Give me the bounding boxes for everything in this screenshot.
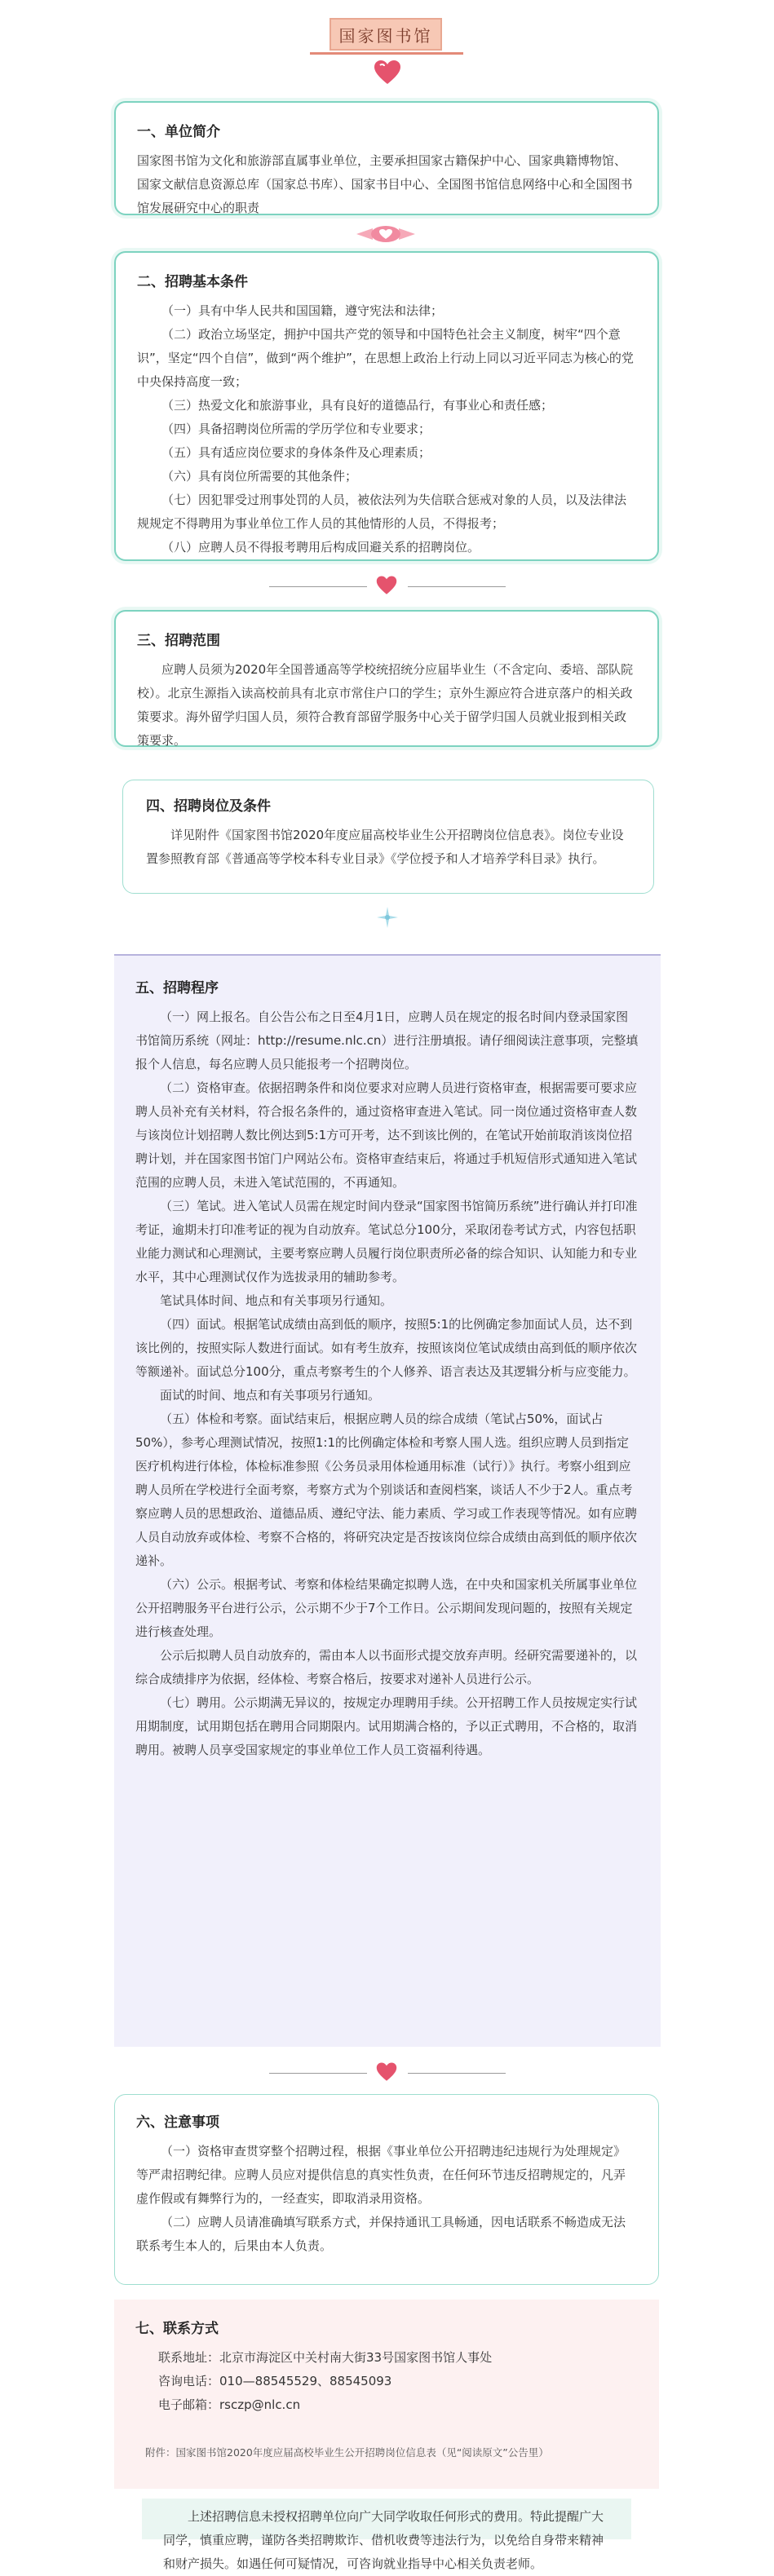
section-title: 三、招聘范围 [137,633,220,649]
phone-label: 咨询电话： [158,2374,220,2388]
paragraph: （五）体检和考察。面试结束后，根据应聘人员的综合成绩（笔试占50%，面试占50%），参考心理测试情况，按照1:1的比例确定体检和考察人围人选。组织应聘人员到指定医疗机构进行体检，体检标准参照《公务员录用体检通用标准（试行）》执行。考察小组到应聘人员所在学校进行全面考察，考察方式为个别谈话和查阅档案，谈话人不少于2人。重点考察应聘人员的思想政治、道德品质、遵纪守法、能力素质、学习或工作表现等情况。如有应聘人员自动放弃或体检、考察不合格的，将研究决定是否按该岗位综合成绩由高到低的顺序依次递补。 [135,1412,638,1568]
section-procedure [114,954,661,2047]
address-label: 联系地址： [158,2350,220,2365]
section-title: 七、联系方式 [135,2321,219,2337]
paragraph: （三）热爱文化和旅游事业，具有良好的道德品行，有事业心和责任感； [161,398,554,413]
email-line [135,2393,638,2417]
divider [408,586,506,587]
section-title: 一、单位简介 [137,124,220,140]
paragraph: （七）聘用。公示期满无异议的，按规定办理聘用手续。公开招聘工作人员按规定实行试用期制度，试用期包括在聘用合同期限内。试用期满合格的，予以正式聘用，不合格的，取消聘用。被聘人员享受国家规定的事业单位工作人员工资福利待遇。 [135,1695,638,1757]
paragraph: （二）政治立场坚定，拥护中国共产党的领导和中国特色社会主义制度，树牢“四个意识”，坚定“四个自信”，做到“两个维护”，在思想上政治上行动上同以习近平同志为核心的党中央保持高度一致； [137,327,634,389]
reminder-box [142,2499,631,2571]
section-unit [114,101,659,215]
paragraph: （一）具有中华人民共和国国籍，遵守宪法和法律； [161,303,444,318]
paragraph: （二）资格审查。依据招聘条件和岗位要求对应聘人员进行资格审查，根据需要可要求应聘人员补充有关材料，符合报名条件的，通过资格审查进入笔试。同一岗位通过资格审查人数与该岗位计划招聘人数比例达到5:1方可开考，达不到该比例的，在笔试开始前取消该岗位招聘计划，并在国家图书馆门户网站公布。资格审查结束后，将通过手机短信形式通知进入笔试范围的应聘人员，未进入笔试范围的，不再通知。 [135,1080,638,1190]
section-title: 四、招聘岗位及条件 [146,798,271,815]
divider [408,2073,506,2074]
heart-icon [376,576,397,595]
paragraph: 面试的时间、地点和有关事项另行通知。 [160,1388,381,1403]
heart-icon [376,2062,397,2082]
paragraph: （八）应聘人员不得报考聘用后构成回避关系的招聘岗位。 [161,540,480,555]
email-value[interactable]: rsczp@nlc.cn [219,2397,301,2412]
paragraph: 笔试具体时间、地点和有关事项另行通知。 [160,1293,393,1308]
reminder-text: 上述招聘信息未授权招聘单位向广大同学收取任何形式的费用。特此提醒广大同学，慎重应聘，谨防各类招聘欺诈、借机收费等违法行为，以免给自身带来精神和财产损失。如遇任何可疑情况，可咨询就业指导中心相关负责老师。 [163,2509,604,2571]
paragraph: （六）具有岗位所需要的其他条件； [161,469,358,484]
section-basic-conditions [114,251,659,561]
paragraph: （四）面试。根据笔试成绩由高到低的顺序，按照5:1的比例确定参加面试人员，达不到该比例的，按照实际人数进行面试。如有考生放弃，按照该岗位笔试成绩由高到低的顺序依次等额递补。面试总分100分，重点考察考生的个人修养、语言表达及其逻辑分析与应变能力。 [135,1317,638,1379]
address-line [135,2346,638,2370]
page-title: 国家图书馆 [330,18,442,51]
section-contact [114,2300,659,2489]
ribbon-heart-icon [355,225,417,243]
paragraph: （二）应聘人员请准确填写联系方式，并保持通讯工具畅通，因电话联系不畅造成无法联系考生本人的，后果由本人负责。 [136,2215,626,2253]
paragraph: 国家图书馆为文化和旅游部直属事业单位，主要承担国家古籍保护中心、国家典籍博物馆、国家文献信息资源总库（国家总书库）、国家书目中心、全国图书馆信息网络中心和全国图书馆发展研究中心的职责 [137,153,633,215]
paragraph: （四）具备招聘岗位所需的学历学位和专业要求； [161,422,431,436]
divider [269,2073,367,2074]
paragraph: （六）公示。根据考试、考察和体检结果确定拟聘人选，在中央和国家机关所属事业单位公开招聘服务平台进行公示，公示期不少于7个工作日。公示期间发现问题的，按照有关规定进行核查处理。 [135,1577,638,1639]
email-label: 电子邮箱： [158,2397,220,2412]
paragraph: 应聘人员须为2020年全国普通高等学校统招统分应届毕业生（不含定向、委培、部队院校）。北京生源指入读高校前具有北京市常住户口的学生；京外生源应符合进京落户的相关政策要求。海外留学归国人员，须符合教育部留学服务中心关于留学归国人员就业报到相关政策要求。 [137,662,634,748]
paragraph: （一）网上报名。自公告公布之日至4月1日，应聘人员在规定的报名时间内登录国家图书馆简历系统（网址：http://resume.nlc.cn）进行注册填报。请仔细阅读注意事项，完整填报个人信息，每名应聘人员只能报考一个招聘岗位。 [135,1010,639,1071]
section-scope [114,610,659,747]
paragraph: （七）因犯罪受过刑事处罚的人员，被依法列为失信联合惩戒对象的人员，以及法律法规规定不得聘用为事业单位工作人员的其他情形的人员，不得报考； [137,493,627,531]
heart-icon [374,60,401,85]
title-underline [310,52,463,55]
paragraph: （一）资格审查贯穿整个招聘过程，根据《事业单位公开招聘违纪违规行为处理规定》等严肃招聘纪律。应聘人员应对提供信息的真实性负责，在任何环节违反招聘规定的，凡弄虚作假或有舞弊行为的，一经查实，即取消录用资格。 [136,2144,626,2206]
paragraph: （三）笔试。进入笔试人员需在规定时间内登录“国家图书馆简历系统”进行确认并打印准考证，逾期未打印准考证的视为自动放弃。笔试总分100分，采取闭卷考试方式，内容包括职业能力测试和心理测试，主要考察应聘人员履行岗位职责所必备的综合知识、认知能力和专业水平，其中心理测试仅作为选拔录用的辅助参考。 [135,1199,638,1284]
section-positions [122,780,654,894]
section-title: 二、招聘基本条件 [137,274,248,290]
paragraph: 公示后拟聘人员自动放弃的，需由本人以书面形式提交放弃声明。经研究需要递补的，以综合成绩排序为依据，经体检、考察合格后，按要求对递补人员进行公示。 [135,1648,638,1686]
attachment-note: 附件：国家图书馆2020年度应届高校毕业生公开招聘岗位信息表（见“阅读原文”公告里） [145,2446,549,2459]
paragraph: （五）具有适应岗位要求的身体条件及心理素质； [161,445,431,460]
divider [269,586,367,587]
paragraph: 详见附件《国家图书馆2020年度应届高校毕业生公开招聘岗位信息表》。岗位专业设置参照教育部《普通高等学校本科专业目录》《学位授予和人才培养学科目录》执行。 [146,828,624,866]
sparkle-icon [377,907,398,928]
address-value: 北京市海淀区中关村南大街33号国家图书馆人事处 [219,2350,493,2365]
phone-line [135,2370,638,2393]
phone-value: 010—88545529、88545093 [219,2374,392,2388]
section-notes [114,2094,659,2285]
section-title: 六、注意事项 [136,2114,219,2131]
section-title: 五、招聘程序 [135,980,219,996]
